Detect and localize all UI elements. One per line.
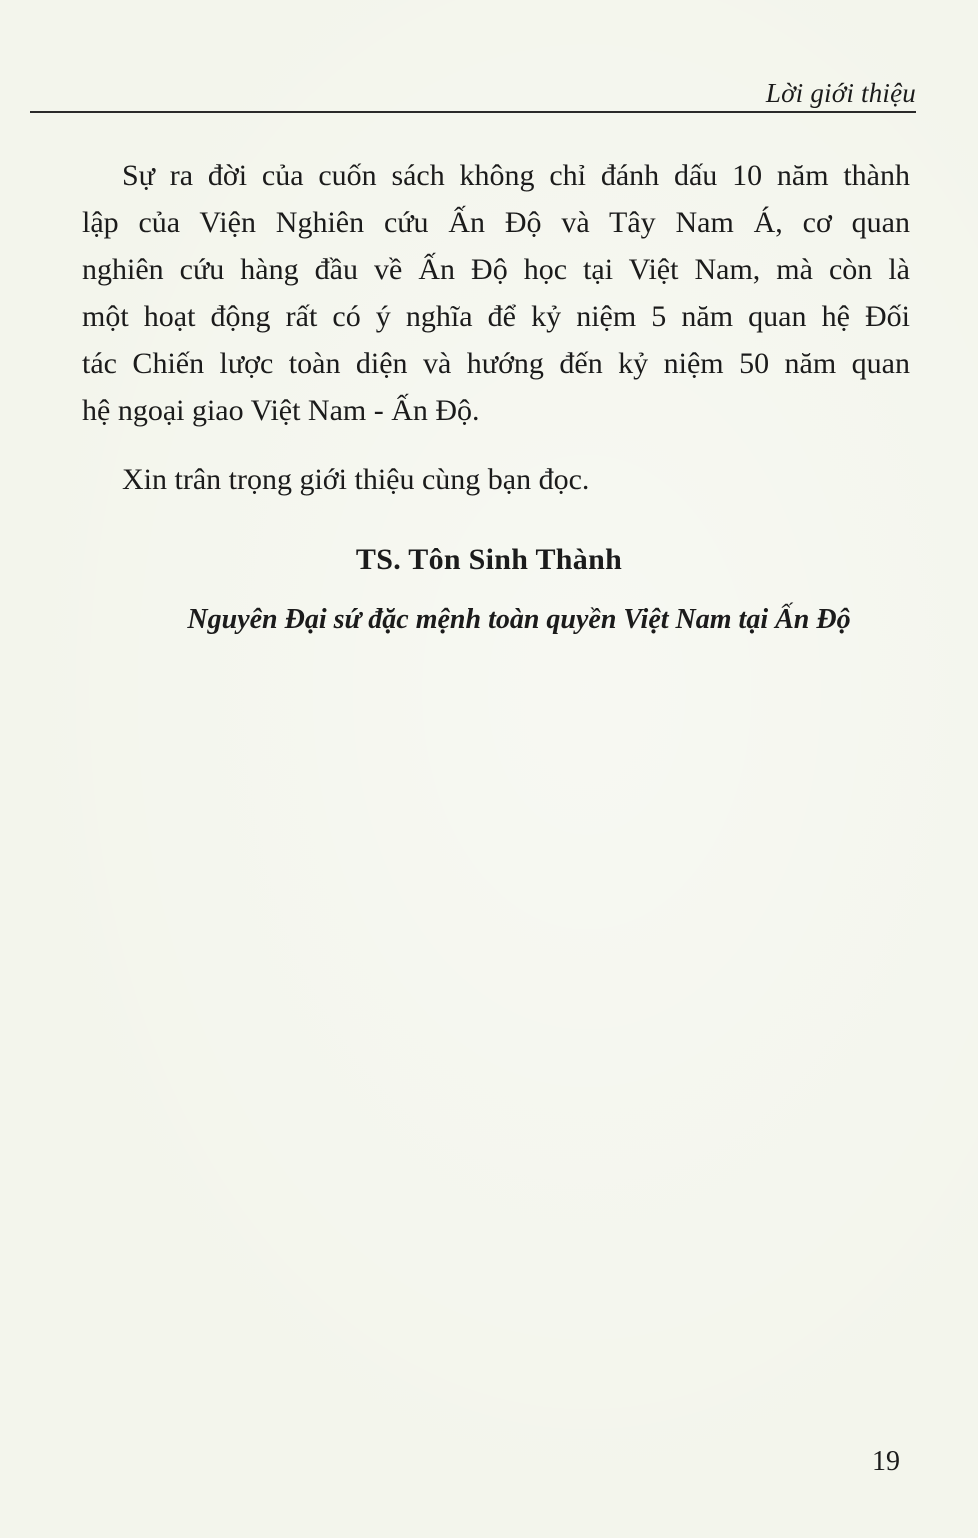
- paragraph-2: [82, 456, 910, 503]
- signature-title: Nguyên Đại sứ đặc mệnh toàn quyền Việt Nam tại Ấn Độ: [187, 604, 851, 635]
- running-header: Lời giới thiệu: [765, 78, 916, 108]
- paragraph-1-line: một hoạt động rất có ý nghĩa để kỷ niệm 5 năm quan hệ Đối: [82, 300, 910, 333]
- paragraph-1-line: lập của Viện Nghiên cứu Ấn Độ và Tây Nam Á, cơ quan: [82, 206, 910, 239]
- header-rule: [30, 111, 916, 113]
- paragraph-1-line: tác Chiến lược toàn diện và hướng đến kỷ niệm 50 năm quan: [82, 347, 910, 380]
- signature-name: TS. Tôn Sinh Thành: [355, 543, 623, 576]
- paragraph-1-line: hệ ngoại giao Việt Nam - Ấn Độ.: [82, 394, 480, 427]
- paragraph-1-line: Sự ra đời của cuốn sách không chỉ đánh dấu 10 năm thành: [122, 159, 910, 192]
- page-number: 19: [872, 1446, 900, 1477]
- paragraph-1-line: nghiên cứu hàng đầu về Ấn Độ học tại Việt Nam, mà còn là: [82, 253, 910, 286]
- paragraph-1: [82, 152, 910, 434]
- paragraph-2-line: Xin trân trọng giới thiệu cùng bạn đọc.: [122, 463, 590, 496]
